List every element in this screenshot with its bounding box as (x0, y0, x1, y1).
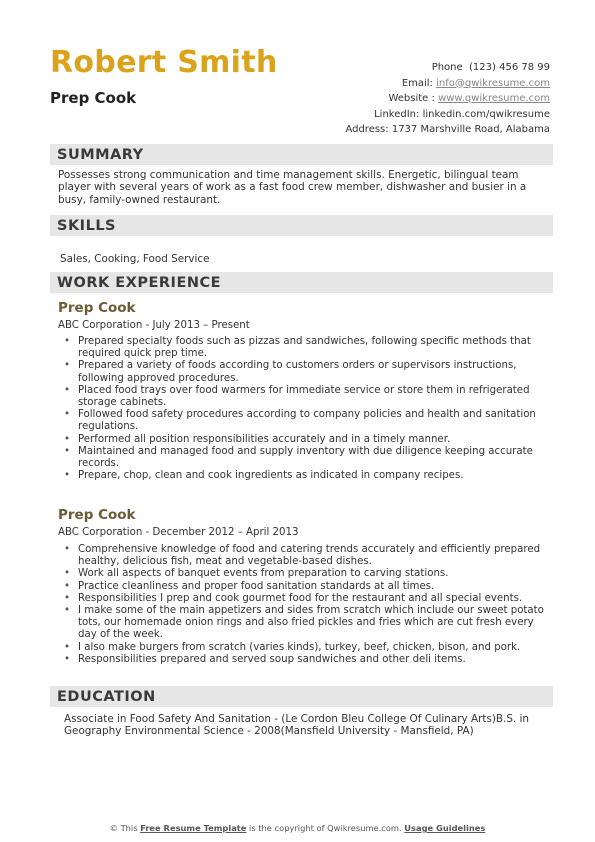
experience-heading: WORK EXPERIENCE (57, 275, 222, 291)
job-title: Prep Cook (58, 300, 136, 316)
footer (0, 823, 595, 833)
education-heading: EDUCATION (57, 689, 156, 705)
list-item: • Performed all position responsibilities accurately and in a timely manner. (58, 434, 553, 446)
phone-value: (123) 456 78 99 (469, 62, 550, 73)
summary-heading: SUMMARY (57, 147, 144, 163)
list-item: • Comprehensive knowledge of food and catering trends accurately and efficiently prepared healthy, delicious fish, meat and vegetable-based dishes. (58, 544, 553, 568)
address-label: Address: (345, 124, 389, 136)
usage-guidelines-link[interactable]: Usage Guidelines (404, 823, 486, 833)
contact-website (270, 91, 550, 107)
education-text: Associate in Food Safety And Sanitation - (Le Cordon Bleu College Of Culinary Arts)B.S. in Geography Environmental Science - 2008(Mansfield University - Mansfield, PA) (64, 713, 530, 738)
list-item: • Practice cleanliness and proper food sanitation standards at all times. (58, 581, 553, 593)
list-item: • Work all aspects of banquet events from preparation to carving stations. (58, 568, 553, 580)
linkedin-label: LinkedIn: (374, 108, 420, 120)
candidate-title: Prep Cook (50, 89, 137, 107)
job-bullets (58, 544, 553, 666)
job-bullets (58, 336, 553, 482)
list-item: • Followed food safety procedures according to company policies and health and sanitation regulations. (58, 409, 553, 433)
list-item: • I make some of the main appetizers and sides from scratch which include our sweet potato tots, our homemade onion rings and also fried pickles and fries which are cut fresh every day of the week. (58, 605, 553, 642)
job-meta: ABC Corporation - July 2013 – Present (58, 320, 250, 331)
email-label: Email: (401, 77, 433, 89)
list-item: • Maintained and managed food and supply inventory with due diligence keeping accurate records. (58, 446, 553, 470)
list-item: • Prepared a variety of foods according to customers orders or supervisors instructions, following approved procedures. (58, 360, 553, 384)
list-item: • Responsibilities prepared and served soup sandwiches and other deli items. (58, 654, 553, 666)
list-item: • Responsibilities I prep and cook gourmet food for the restaurant and all special events. (58, 593, 553, 605)
contact-phone (270, 60, 550, 76)
list-item: • Prepared specialty foods such as pizzas and sandwiches, following specific methods that required quick prep time. (58, 336, 553, 360)
email-link[interactable]: info@qwikresume.com (436, 77, 550, 89)
job-meta: ABC Corporation - December 2012 – April 2013 (58, 527, 299, 538)
contact-block (270, 60, 550, 138)
summary-text: Possesses strong communication and time management skills. Energetic, bilingual team player with several years of work as a fast food crew member, dishwasher and busier in a busy, family-owned restaurant. (58, 169, 527, 206)
linkedin-value: linkedin.com/qwikresume (422, 108, 550, 120)
contact-email (270, 76, 550, 92)
summary-section-header (50, 144, 553, 165)
skills-heading: SKILLS (57, 218, 116, 234)
list-item: • I also make burgers from scratch (varies kinds), turkey, beef, chicken, bison, and pork. (58, 642, 553, 654)
candidate-name: Robert Smith (50, 45, 278, 80)
footer-prefix: © This (109, 823, 138, 833)
education-section-header (50, 686, 553, 707)
job-title: Prep Cook (58, 507, 136, 523)
list-item: • Placed food trays over food warmers for immediate service or store them in refrigerated storage cabinets. (58, 385, 553, 409)
list-item: • Prepare, chop, clean and cook ingredients as indicated in company recipes. (58, 470, 553, 482)
contact-linkedin (270, 107, 550, 123)
experience-section-header (50, 272, 553, 293)
footer-middle: is the copyright of Qwikresume.com. (249, 823, 402, 833)
address-value: 1737 Marshville Road, Alabama (391, 124, 550, 136)
website-link[interactable]: www.qwikresume.com (438, 93, 550, 105)
website-label: Website : (388, 93, 435, 105)
skills-section-header (50, 215, 553, 236)
contact-address (270, 122, 550, 138)
skills-text: Sales, Cooking, Food Service (60, 253, 210, 265)
free-resume-template-link[interactable]: Free Resume Template (140, 823, 247, 833)
phone-label: Phone (431, 62, 463, 73)
